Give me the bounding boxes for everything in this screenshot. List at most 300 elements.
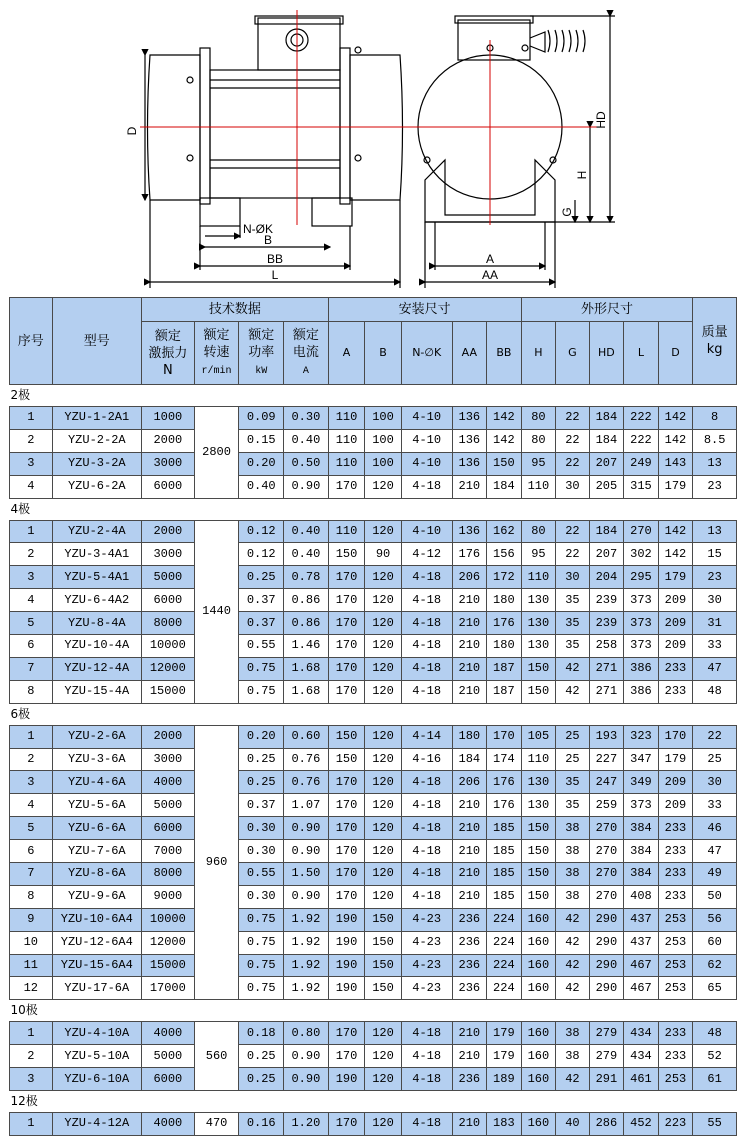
cell-G: 38: [556, 817, 590, 840]
cell-L: 373: [624, 635, 659, 658]
cell-force: 2000: [141, 520, 194, 543]
cell-D: 233: [658, 885, 693, 908]
cell-G: 38: [556, 1045, 590, 1068]
cell-current: 0.90: [284, 1045, 329, 1068]
cell-D: 170: [658, 725, 693, 748]
cell-G: 22: [556, 429, 590, 452]
cell-AA: 210: [452, 885, 487, 908]
cell-HD: 204: [589, 566, 624, 589]
dim-label-L: L: [271, 268, 279, 282]
header-NK: N-∅K: [401, 322, 452, 385]
cell-L: 384: [624, 863, 659, 886]
cell-power: 0.40: [239, 475, 284, 498]
cell-seq: 2: [10, 429, 53, 452]
cell-power: 0.18: [239, 1022, 284, 1045]
header-seq: 序号: [10, 298, 53, 385]
cell-NK: 4-18: [401, 840, 452, 863]
cell-BB: 176: [487, 612, 522, 635]
table-row: [10, 771, 737, 794]
cell-B: 120: [365, 725, 402, 748]
cell-model: YZU-12-6A4: [52, 931, 141, 954]
cell-A: 170: [328, 1113, 365, 1136]
cell-mass: 60: [693, 931, 737, 954]
cell-current: 0.90: [284, 475, 329, 498]
cell-model: YZU-5-4A1: [52, 566, 141, 589]
cell-B: 120: [365, 680, 402, 703]
cell-seq: 8: [10, 885, 53, 908]
cell-BB: 224: [487, 931, 522, 954]
cell-power: 0.30: [239, 817, 284, 840]
cell-H: 110: [521, 475, 556, 498]
cell-model: YZU-7-6A: [52, 840, 141, 863]
cell-force: 2000: [141, 725, 194, 748]
cell-model: YZU-6-10A: [52, 1068, 141, 1091]
cell-power: 0.75: [239, 954, 284, 977]
group-header-row: [10, 385, 737, 407]
cell-BB: 180: [487, 589, 522, 612]
motor-technical-drawing: [0, 0, 742, 295]
cell-BB: 224: [487, 954, 522, 977]
cell-mass: 47: [693, 657, 737, 680]
header-mass: 质量 kg: [693, 298, 737, 385]
cell-B: 120: [365, 794, 402, 817]
cell-model: YZU-10-6A4: [52, 908, 141, 931]
cell-H: 150: [521, 680, 556, 703]
cell-model: YZU-2-6A: [52, 725, 141, 748]
cell-seq: 1: [10, 1022, 53, 1045]
cell-power: 0.15: [239, 429, 284, 452]
table-row: [10, 1068, 737, 1091]
cell-AA: 206: [452, 566, 487, 589]
cell-H: 160: [521, 1022, 556, 1045]
cell-B: 120: [365, 520, 402, 543]
cell-model: YZU-9-6A: [52, 885, 141, 908]
cell-D: 209: [658, 794, 693, 817]
cell-HD: 279: [589, 1022, 624, 1045]
cell-NK: 4-23: [401, 931, 452, 954]
cell-B: 100: [365, 407, 402, 430]
cell-power: 0.20: [239, 725, 284, 748]
cell-D: 142: [658, 543, 693, 566]
cell-force: 7000: [141, 840, 194, 863]
spec-table: [9, 297, 737, 1136]
cell-current: 1.20: [284, 1113, 329, 1136]
header-speed: 额定 转速 r/min: [194, 322, 239, 385]
cell-NK: 4-18: [401, 680, 452, 703]
dim-label-A: A: [485, 252, 495, 266]
cell-seq: 6: [10, 840, 53, 863]
cell-current: 0.90: [284, 885, 329, 908]
cell-B: 150: [365, 931, 402, 954]
cell-power: 0.16: [239, 1113, 284, 1136]
cell-BB: 170: [487, 725, 522, 748]
cell-current: 0.60: [284, 725, 329, 748]
cell-G: 38: [556, 863, 590, 886]
cell-A: 190: [328, 1068, 365, 1091]
table-row: [10, 520, 737, 543]
cell-power: 0.75: [239, 931, 284, 954]
table-row: [10, 1022, 737, 1045]
cell-BB: 156: [487, 543, 522, 566]
cell-seq: 1: [10, 520, 53, 543]
cell-D: 253: [658, 931, 693, 954]
cell-current: 0.76: [284, 748, 329, 771]
cell-B: 120: [365, 566, 402, 589]
cell-model: YZU-15-6A4: [52, 954, 141, 977]
cell-BB: 172: [487, 566, 522, 589]
cell-power: 0.37: [239, 612, 284, 635]
cell-HD: 270: [589, 840, 624, 863]
cell-model: YZU-2-4A: [52, 520, 141, 543]
cell-current: 0.76: [284, 771, 329, 794]
cell-NK: 4-14: [401, 725, 452, 748]
cell-D: 233: [658, 840, 693, 863]
cell-D: 233: [658, 680, 693, 703]
cell-G: 38: [556, 885, 590, 908]
cell-mass: 52: [693, 1045, 737, 1068]
cell-HD: 290: [589, 977, 624, 1000]
table-row: [10, 452, 737, 475]
cell-seq: 2: [10, 1045, 53, 1068]
cell-force: 3000: [141, 748, 194, 771]
cell-BB: 142: [487, 429, 522, 452]
header-H: H: [521, 322, 556, 385]
front-view: [145, 16, 403, 288]
cell-power: 0.12: [239, 520, 284, 543]
cell-H: 130: [521, 635, 556, 658]
cell-current: 0.40: [284, 520, 329, 543]
cell-power: 0.25: [239, 566, 284, 589]
cell-B: 120: [365, 635, 402, 658]
cell-force: 3000: [141, 452, 194, 475]
group-header-row: [10, 1000, 737, 1022]
cell-H: 150: [521, 840, 556, 863]
cell-A: 170: [328, 475, 365, 498]
cell-mass: 47: [693, 840, 737, 863]
cell-A: 170: [328, 1022, 365, 1045]
cell-AA: 136: [452, 429, 487, 452]
cell-current: 0.40: [284, 543, 329, 566]
cell-H: 95: [521, 452, 556, 475]
cell-model: YZU-6-6A: [52, 817, 141, 840]
cell-current: 0.86: [284, 612, 329, 635]
cell-power: 0.09: [239, 407, 284, 430]
cell-G: 38: [556, 1022, 590, 1045]
cell-power: 0.37: [239, 589, 284, 612]
cell-current: 1.50: [284, 863, 329, 886]
cell-AA: 210: [452, 840, 487, 863]
cell-AA: 210: [452, 635, 487, 658]
cell-mass: 49: [693, 863, 737, 886]
cell-H: 160: [521, 1045, 556, 1068]
cell-B: 120: [365, 771, 402, 794]
cell-force: 17000: [141, 977, 194, 1000]
table-row: [10, 612, 737, 635]
cell-G: 30: [556, 566, 590, 589]
cell-force: 8000: [141, 863, 194, 886]
cell-HD: 184: [589, 429, 624, 452]
cell-NK: 4-18: [401, 863, 452, 886]
cell-HD: 290: [589, 954, 624, 977]
table-row: [10, 475, 737, 498]
cell-A: 150: [328, 748, 365, 771]
cell-power: 0.75: [239, 977, 284, 1000]
cell-A: 110: [328, 407, 365, 430]
cell-L: 222: [624, 407, 659, 430]
cell-NK: 4-23: [401, 908, 452, 931]
cell-B: 120: [365, 657, 402, 680]
cell-BB: 179: [487, 1022, 522, 1045]
cell-HD: 270: [589, 817, 624, 840]
cell-AA: 236: [452, 954, 487, 977]
cell-G: 25: [556, 748, 590, 771]
cell-AA: 236: [452, 1068, 487, 1091]
cell-NK: 4-18: [401, 794, 452, 817]
cell-G: 40: [556, 1113, 590, 1136]
cell-force: 6000: [141, 817, 194, 840]
cell-H: 160: [521, 931, 556, 954]
cell-H: 80: [521, 407, 556, 430]
cell-seq: 6: [10, 635, 53, 658]
header-outline-dims: 外形尺寸: [521, 298, 693, 322]
header-tech-data: 技术数据: [141, 298, 328, 322]
cell-mass: 22: [693, 725, 737, 748]
cell-L: 295: [624, 566, 659, 589]
table-row: [10, 680, 737, 703]
cell-G: 42: [556, 657, 590, 680]
cell-B: 120: [365, 817, 402, 840]
cell-AA: 236: [452, 908, 487, 931]
cell-AA: 210: [452, 589, 487, 612]
cell-H: 80: [521, 429, 556, 452]
header-install-dims: 安装尺寸: [328, 298, 521, 322]
cell-NK: 4-18: [401, 657, 452, 680]
cell-BB: 180: [487, 635, 522, 658]
cell-D: 142: [658, 429, 693, 452]
cell-D: 209: [658, 589, 693, 612]
table-row: [10, 543, 737, 566]
cell-L: 349: [624, 771, 659, 794]
cell-power: 0.25: [239, 771, 284, 794]
group-label: 4极: [10, 498, 737, 520]
cell-BB: 187: [487, 657, 522, 680]
cell-H: 160: [521, 1068, 556, 1091]
cell-H: 110: [521, 566, 556, 589]
cell-B: 120: [365, 885, 402, 908]
cell-force: 8000: [141, 612, 194, 635]
cell-model: YZU-4-6A: [52, 771, 141, 794]
cell-speed: 960: [194, 725, 239, 1000]
cell-AA: 210: [452, 1045, 487, 1068]
header-BB: BB: [487, 322, 522, 385]
cell-AA: 210: [452, 1113, 487, 1136]
cell-mass: 61: [693, 1068, 737, 1091]
cell-force: 5000: [141, 1045, 194, 1068]
cell-A: 150: [328, 725, 365, 748]
cell-model: YZU-4-12A: [52, 1113, 141, 1136]
cell-A: 170: [328, 635, 365, 658]
cell-mass: 50: [693, 885, 737, 908]
front-centerlines: [140, 10, 410, 225]
cell-NK: 4-18: [401, 817, 452, 840]
cell-A: 170: [328, 589, 365, 612]
cell-D: 233: [658, 863, 693, 886]
cell-seq: 1: [10, 407, 53, 430]
cell-mass: 56: [693, 908, 737, 931]
cell-B: 120: [365, 840, 402, 863]
cell-G: 42: [556, 1068, 590, 1091]
cell-seq: 3: [10, 1068, 53, 1091]
cell-power: 0.20: [239, 452, 284, 475]
cell-L: 302: [624, 543, 659, 566]
cell-force: 12000: [141, 657, 194, 680]
table-row: [10, 931, 737, 954]
cell-H: 130: [521, 771, 556, 794]
cell-L: 434: [624, 1045, 659, 1068]
cell-model: YZU-5-10A: [52, 1045, 141, 1068]
cell-NK: 4-18: [401, 475, 452, 498]
cell-current: 1.92: [284, 908, 329, 931]
cell-mass: 8: [693, 407, 737, 430]
cell-current: 0.30: [284, 407, 329, 430]
cell-D: 233: [658, 657, 693, 680]
table-row: [10, 429, 737, 452]
cell-NK: 4-18: [401, 589, 452, 612]
cell-force: 2000: [141, 429, 194, 452]
cell-G: 38: [556, 840, 590, 863]
cell-B: 100: [365, 429, 402, 452]
cell-D: 253: [658, 1068, 693, 1091]
table-row: [10, 725, 737, 748]
cell-G: 30: [556, 475, 590, 498]
cell-L: 437: [624, 908, 659, 931]
cell-NK: 4-18: [401, 635, 452, 658]
cell-B: 150: [365, 954, 402, 977]
header-G: G: [556, 322, 590, 385]
cell-L: 408: [624, 885, 659, 908]
header-A: A: [328, 322, 365, 385]
header-power: 额定 功率 kW: [239, 322, 284, 385]
cell-G: 42: [556, 931, 590, 954]
cell-G: 42: [556, 908, 590, 931]
cell-NK: 4-18: [401, 1068, 452, 1091]
cell-A: 190: [328, 931, 365, 954]
cell-AA: 176: [452, 543, 487, 566]
group-label: 2极: [10, 385, 737, 407]
cell-B: 120: [365, 1045, 402, 1068]
cell-H: 150: [521, 657, 556, 680]
cell-BB: 183: [487, 1113, 522, 1136]
cell-HD: 239: [589, 589, 624, 612]
cell-B: 120: [365, 589, 402, 612]
cell-mass: 33: [693, 635, 737, 658]
cell-mass: 31: [693, 612, 737, 635]
cell-mass: 25: [693, 748, 737, 771]
cell-seq: 11: [10, 954, 53, 977]
cell-BB: 189: [487, 1068, 522, 1091]
table-row: [10, 863, 737, 886]
cell-A: 170: [328, 840, 365, 863]
header-HD: HD: [589, 322, 624, 385]
table-row: [10, 840, 737, 863]
cell-D: 209: [658, 635, 693, 658]
cell-BB: 185: [487, 863, 522, 886]
table-row: [10, 908, 737, 931]
cell-power: 0.75: [239, 908, 284, 931]
cell-AA: 236: [452, 977, 487, 1000]
group-header-row: [10, 1091, 737, 1113]
cell-D: 253: [658, 954, 693, 977]
cell-force: 6000: [141, 1068, 194, 1091]
dim-label-B: B: [263, 233, 273, 247]
cell-current: 0.90: [284, 840, 329, 863]
cell-NK: 4-18: [401, 771, 452, 794]
cell-B: 150: [365, 977, 402, 1000]
cell-mass: 8.5: [693, 429, 737, 452]
cell-seq: 2: [10, 748, 53, 771]
cell-G: 35: [556, 589, 590, 612]
cell-speed: 560: [194, 1022, 239, 1091]
cell-model: YZU-3-2A: [52, 452, 141, 475]
table-row: [10, 885, 737, 908]
cell-A: 110: [328, 429, 365, 452]
cell-HD: 271: [589, 680, 624, 703]
cell-mass: 55: [693, 1113, 737, 1136]
dim-label-AA: AA: [481, 268, 499, 282]
cell-D: 253: [658, 908, 693, 931]
cell-D: 233: [658, 817, 693, 840]
cell-BB: 184: [487, 475, 522, 498]
cell-HD: 247: [589, 771, 624, 794]
cell-mass: 13: [693, 520, 737, 543]
cell-AA: 136: [452, 520, 487, 543]
cell-model: YZU-8-6A: [52, 863, 141, 886]
cell-G: 22: [556, 452, 590, 475]
side-view: [418, 16, 615, 288]
cell-current: 0.78: [284, 566, 329, 589]
cell-power: 0.75: [239, 657, 284, 680]
header-B: B: [365, 322, 402, 385]
cell-D: 179: [658, 566, 693, 589]
cell-G: 25: [556, 725, 590, 748]
table-row: [10, 407, 737, 430]
cell-power: 0.25: [239, 1068, 284, 1091]
cell-HD: 227: [589, 748, 624, 771]
cell-speed: 2800: [194, 407, 239, 499]
cell-AA: 136: [452, 407, 487, 430]
cell-D: 223: [658, 1113, 693, 1136]
cell-L: 373: [624, 612, 659, 635]
cell-model: YZU-2-2A: [52, 429, 141, 452]
group-header-row: [10, 703, 737, 725]
cell-force: 9000: [141, 885, 194, 908]
cell-B: 90: [365, 543, 402, 566]
cell-HD: 184: [589, 520, 624, 543]
cell-BB: 179: [487, 1045, 522, 1068]
cell-current: 1.07: [284, 794, 329, 817]
cell-model: YZU-1-2A1: [52, 407, 141, 430]
cell-seq: 12: [10, 977, 53, 1000]
cell-AA: 210: [452, 817, 487, 840]
group-header-row: [10, 498, 737, 520]
cell-mass: 65: [693, 977, 737, 1000]
cell-model: YZU-15-4A: [52, 680, 141, 703]
cell-force: 5000: [141, 794, 194, 817]
cell-mass: 30: [693, 771, 737, 794]
cell-AA: 210: [452, 475, 487, 498]
cell-force: 3000: [141, 543, 194, 566]
cell-mass: 23: [693, 475, 737, 498]
